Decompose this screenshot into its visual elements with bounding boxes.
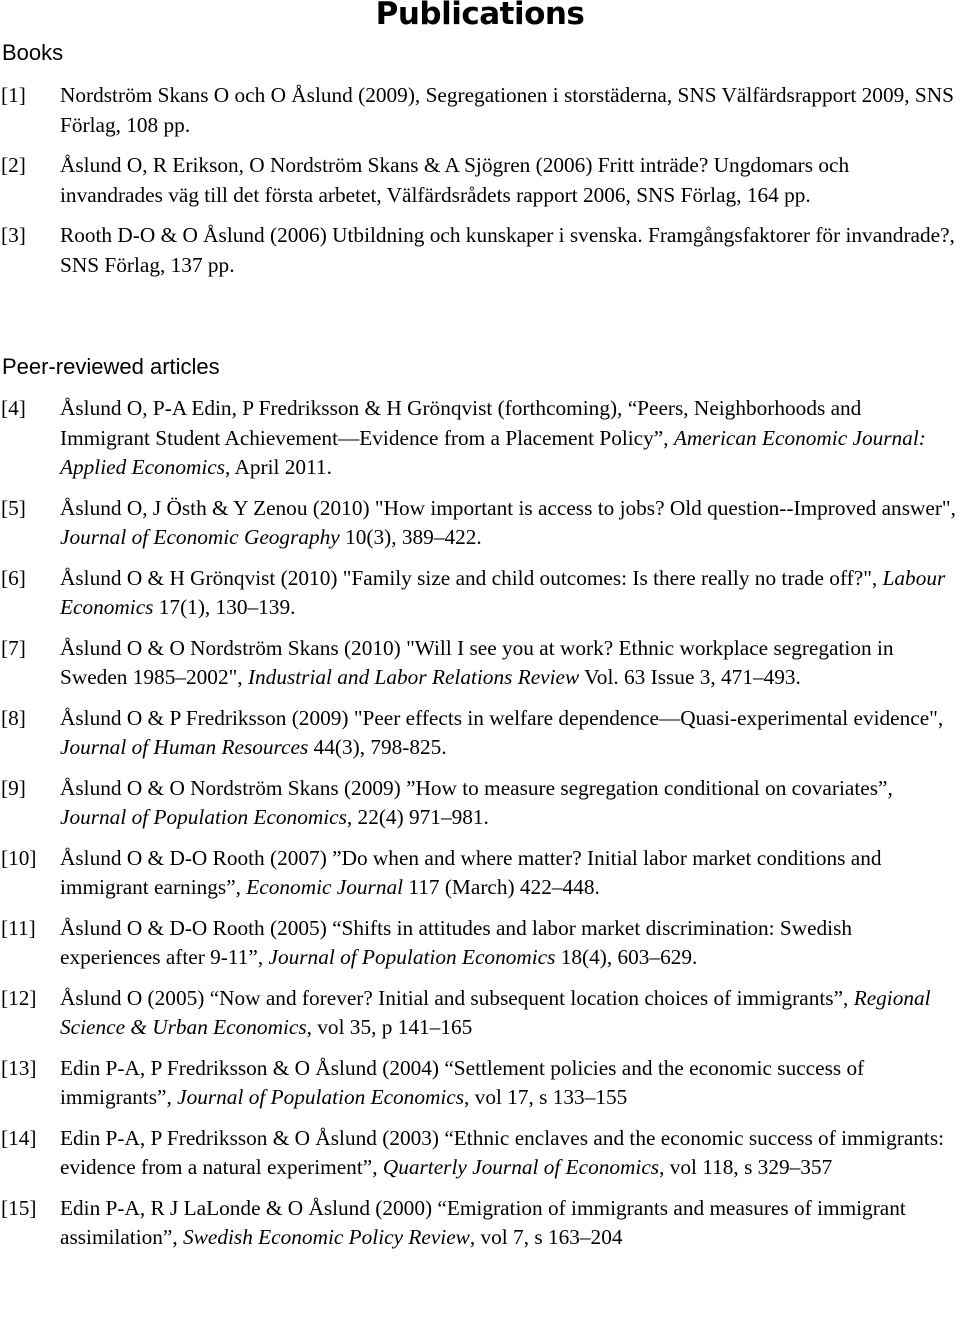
reference-entry: [0, 494, 956, 553]
reference-text-segment: Åslund O, R Erikson, O Nordström Skans & A Sjögren (2006) Fritt inträde? Ungdomars och invandrades väg till det första arbetet, Välfärdsrådets rapport 2006, SNS Förlag, 164 pp.: [60, 153, 850, 207]
reference-number: [15]: [1, 1195, 37, 1220]
reference-text: [60, 984, 956, 1043]
reference-number: [5]: [1, 495, 26, 520]
reference-text-segment: Åslund O & P Fredriksson (2009) "Peer effects in welfare dependence—Quasi-experimental evidence",: [60, 705, 944, 730]
reference-entry: [0, 151, 956, 210]
reference-entry: [0, 914, 956, 973]
reference-number: [11]: [1, 915, 36, 940]
reference-number: [13]: [1, 1055, 37, 1080]
reference-text-segment: Åslund O & O Nordström Skans (2010) "Will I see you at work? Ethnic workplace segregation in Sweden 1985–2002",: [60, 635, 894, 689]
reference-text-segment: Nordström Skans O och O Åslund (2009), Segregationen i storstäderna, SNS Välfärdsrapport 2009, SNS Förlag, 108 pp.: [60, 83, 954, 137]
reference-entry: [0, 221, 956, 280]
reference-number: [12]: [1, 985, 37, 1010]
journal-title: Regional Science & Urban Economics: [60, 985, 931, 1039]
reference-text: [60, 844, 956, 903]
reference-text-segment: Åslund O & D-O Rooth (2007) ”Do when and where matter? Initial labor market conditions and immigrant earnings”,: [60, 845, 882, 899]
reference-text: [60, 704, 956, 763]
reference-text: [60, 1194, 956, 1253]
reference-text-segment: Åslund O (2005) “Now and forever? Initial and subsequent location choices of immigrants”,: [60, 985, 854, 1010]
reference-entry: [0, 564, 956, 623]
reference-text: [60, 564, 956, 623]
section-heading-peer-reviewed: Peer-reviewed articles: [2, 354, 220, 379]
page-title: Publications: [375, 0, 585, 32]
books-list: [0, 81, 960, 291]
reference-text-segment: 18(4), 603–629.: [555, 945, 698, 969]
reference-text-segment: Åslund O & O Nordström Skans (2009) ”How to measure segregation conditional on covariates”,: [60, 775, 893, 800]
journal-title: Industrial and Labor Relations Review: [247, 665, 580, 689]
reference-text-segment: , 22(4) 971–981.: [346, 805, 489, 829]
reference-text-segment: Rooth D-O & O Åslund (2006) Utbildning och kunskaper i svenska. Framgångsfaktorer för invandrade?, SNS Förlag, 137 pp.: [60, 223, 955, 277]
reference-text: [60, 1124, 956, 1183]
reference-text-segment: Åslund O & D-O Rooth (2005) “Shifts in attitudes and labor market discrimination: Swedish experiences after 9-11”,: [60, 915, 853, 969]
reference-text: [60, 914, 956, 973]
journal-title: American Economic Journal: Applied Economics: [60, 425, 926, 479]
reference-entry: [0, 774, 956, 833]
reference-text-segment: , vol 7, s 163–204: [469, 1225, 623, 1249]
reference-text-segment: Åslund O, J Östh & Y Zenou (2010) "How important is access to jobs? Old question--Improved answer",: [60, 495, 956, 520]
reference-number: [3]: [1, 223, 26, 247]
reference-text-segment: 117 (March) 422–448.: [403, 875, 600, 899]
reference-text-segment: Edin P-A, R J LaLonde & O Åslund (2000) “Emigration of immigrants and measures of immigrant assimilation”,: [60, 1195, 906, 1249]
reference-entry: [0, 81, 956, 140]
reference-number: [9]: [1, 775, 26, 800]
reference-number: [1]: [1, 83, 26, 107]
reference-text: [60, 81, 956, 140]
reference-text-segment: Edin P-A, P Fredriksson & O Åslund (2003) “Ethnic enclaves and the economic success of immigrants: evidence from a natural experiment”,: [60, 1125, 945, 1179]
reference-number: [7]: [1, 635, 26, 660]
reference-text: [60, 774, 956, 833]
reference-text: [60, 221, 956, 280]
journal-title: Swedish Economic Policy Review: [183, 1225, 470, 1249]
reference-number: [6]: [1, 565, 26, 590]
journal-title: Economic Journal: [246, 875, 404, 899]
section-heading-books: Books: [2, 40, 64, 65]
reference-text-segment: 17(1), 130–139.: [153, 595, 296, 619]
journal-title: Journal of Population Economics: [177, 1085, 465, 1109]
journal-title: Labour Economics: [60, 565, 946, 619]
reference-entry: [0, 844, 956, 903]
journal-title: Journal of Population Economics: [60, 805, 347, 829]
reference-number: [14]: [1, 1125, 37, 1150]
reference-number: [4]: [1, 396, 26, 420]
reference-text-segment: , April 2011.: [225, 455, 332, 479]
reference-text-segment: , vol 17, s 133–155: [464, 1085, 628, 1109]
journal-title: Journal of Economic Geography: [60, 525, 340, 549]
reference-text-segment: , vol 35, p 141–165: [306, 1015, 473, 1039]
reference-number: [10]: [1, 845, 37, 870]
reference-text: [60, 634, 956, 693]
reference-entry: [0, 394, 956, 483]
reference-entry: [0, 704, 956, 763]
reference-text-segment: Vol. 63 Issue 3, 471–493.: [579, 665, 801, 689]
reference-entry: [0, 1194, 956, 1253]
reference-text: [60, 1054, 956, 1113]
reference-text-segment: 10(3), 389–422.: [339, 525, 482, 549]
reference-text-segment: , vol 118, s 329–357: [659, 1155, 833, 1179]
reference-entry: [0, 1054, 956, 1113]
reference-text-segment: 44(3), 798-825.: [308, 735, 447, 759]
journal-title: Quarterly Journal of Economics: [382, 1155, 660, 1179]
reference-entry: [0, 984, 956, 1043]
reference-entry: [0, 1124, 956, 1183]
reference-text: [60, 494, 956, 553]
reference-number: [8]: [1, 705, 26, 730]
reference-text-segment: Åslund O & H Grönqvist (2010) "Family size and child outcomes: Is there really no trade off?",: [60, 565, 883, 590]
journal-title: Journal of Population Economics: [268, 945, 556, 969]
reference-entry: [0, 634, 956, 693]
journal-title: Journal of Human Resources: [60, 735, 309, 759]
reference-text: [60, 394, 956, 483]
peer-reviewed-list: [0, 394, 960, 1264]
reference-number: [2]: [1, 153, 26, 177]
reference-text-segment: Åslund O, P-A Edin, P Fredriksson & H Grönqvist (forthcoming), “Peers, Neighborhoods and Immigrant Student Achievement—Evidence from a Placement Policy”,: [60, 396, 862, 450]
reference-text: [60, 151, 956, 210]
reference-text-segment: Edin P-A, P Fredriksson & O Åslund (2004) “Settlement policies and the economic success of immigrants”,: [60, 1055, 865, 1109]
